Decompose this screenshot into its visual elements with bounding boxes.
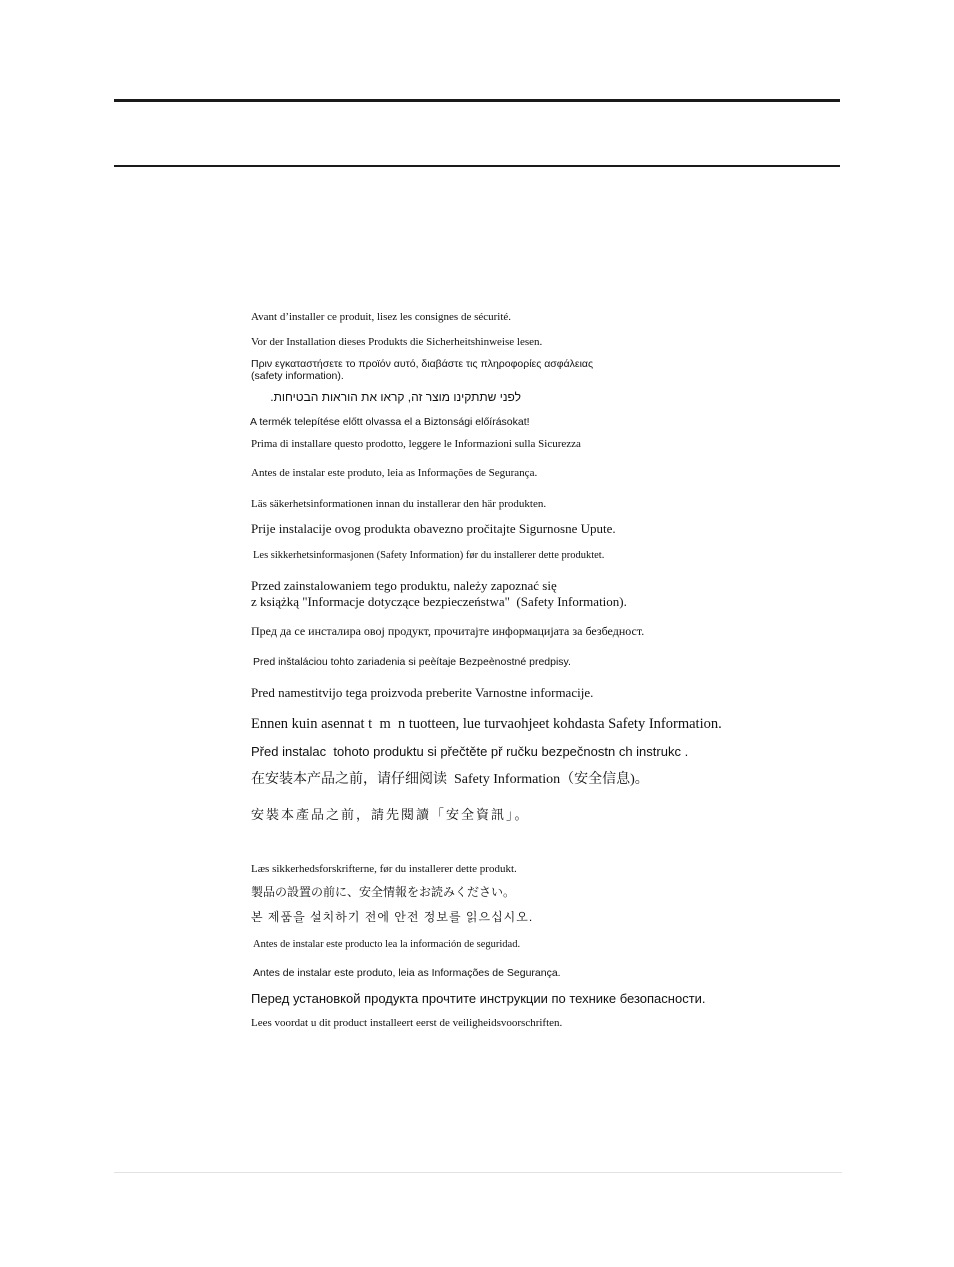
safety-notice-portuguese-br: Antes de instalar este produto, leia as Informações de Segurança.: [251, 467, 538, 479]
safety-notice-portuguese-pt: Antes de instalar este produto, leia as Informações de Segurança.: [253, 967, 561, 979]
safety-notice-slovenian: Pred namestitvijo tega proizvoda preberite Varnostne informacije.: [251, 685, 594, 700]
safety-notice-korean: 본 제품을 설치하기 전에 안전 정보를 읽으십시오.: [251, 910, 534, 924]
safety-notice-spanish: Antes de instalar este producto lea la información de seguridad.: [253, 939, 521, 950]
safety-notice-croatian: Prije instalacije ovog produkta obavezno pročitajte Sigurnosne Upute.: [251, 521, 616, 536]
safety-notice-dutch: Lees voordat u dit product installeert eerst de veiligheidsvoorschriften.: [251, 1017, 563, 1029]
safety-notice-slovak: Pred inštaláciou tohto zariadenia si peèítaje Bezpeènostné predpisy.: [253, 656, 571, 668]
safety-notice-french: Avant d’installer ce produit, lisez les consignes de sécurité.: [251, 311, 512, 323]
safety-notice-hungarian: A termék telepítése előtt olvassa el a Biztonsági előírásokat!: [250, 416, 530, 428]
safety-notice-japanese: 製品の設置の前に、安全情報をお読みください。: [251, 885, 516, 899]
safety-notice-italian: Prima di installare questo prodotto, leggere le Informazioni sulla Sicurezza: [251, 438, 581, 450]
header-rule-bottom: [114, 165, 840, 167]
safety-notice-german: Vor der Installation dieses Produkts die Sicherheitshinweise lesen.: [251, 336, 543, 348]
safety-notice-russian: Перед установкой продукта прочтите инструкции по технике безопасности.: [251, 991, 706, 1006]
safety-notice-greek: Πριν εγκαταστήσετε το προϊόν αυτό, διαβάστε τις πληροφορίες ασφάλειας (safety information).: [251, 358, 594, 382]
safety-notice-polish: Przed zainstalowaniem tego produktu, należy zapoznać się z książką "Informacje dotyczące bezpieczeństwa" (Safety Information).: [251, 578, 627, 609]
safety-notice-czech: Před instalac tohoto produktu si přečtěte př ručku bezpečnostn ch instrukc .: [251, 744, 689, 759]
safety-notice-norwegian: Les sikkerhetsinformasjonen (Safety Information) før du installerer dette produktet.: [253, 550, 605, 561]
header-rule-top: [114, 99, 840, 102]
safety-notice-swedish: Läs säkerhetsinformationen innan du installerar den här produkten.: [251, 498, 547, 510]
safety-notice-danish: Læs sikkerhedsforskrifterne, før du installerer dette produkt.: [251, 863, 517, 875]
safety-notice-finnish: Ennen kuin asennat t m n tuotteen, lue turvaohjeet kohdasta Safety Information.: [251, 716, 722, 732]
footer-rule: [114, 1172, 842, 1173]
safety-notice-serbian: Пред да се инсталира овој продукт, прочитајте информацијата за безбедност.: [251, 624, 645, 638]
safety-notice-chinese-traditional: 安裝本產品之前，請先閱讀「安全資訊」。: [251, 807, 530, 822]
safety-notice-hebrew: לפני שתתקינו מוצר זה, קראו את הוראות הבטיחות.: [270, 390, 521, 404]
safety-notice-chinese-simplified: 在安装本产品之前，请仔细阅读 Safety Information（安全信息)。: [251, 772, 649, 787]
